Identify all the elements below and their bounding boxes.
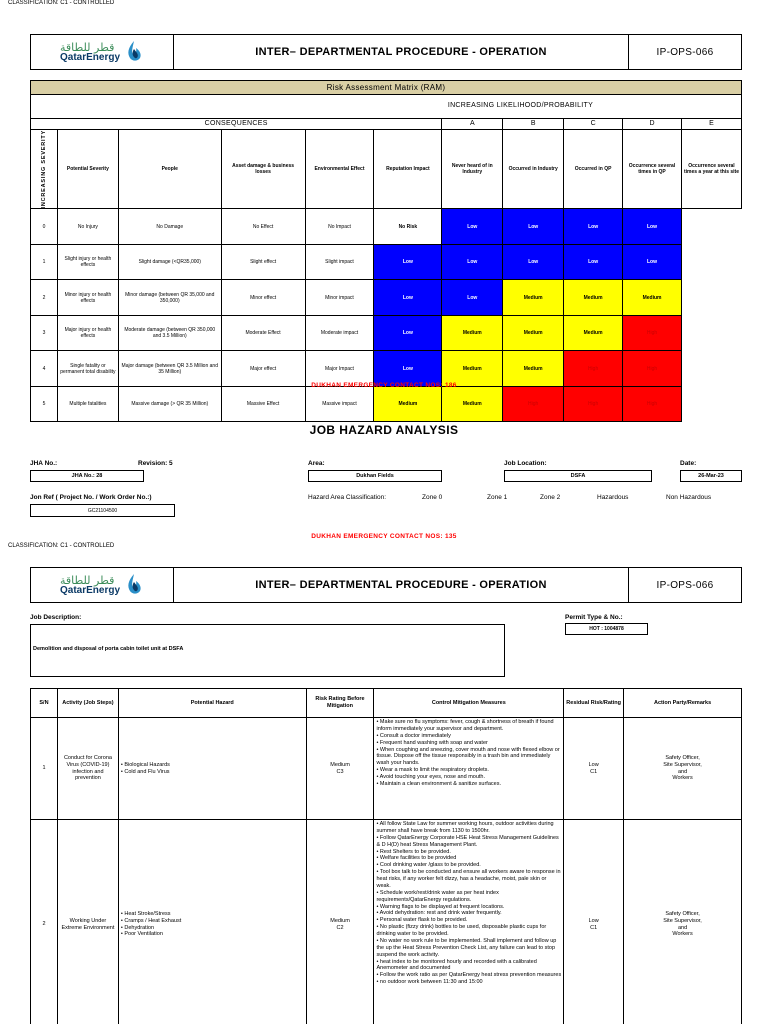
hazard-cell [118, 718, 306, 820]
jha-no-field: JHA No.: 28 [30, 470, 144, 482]
risk-level-cell: Medium [503, 280, 564, 316]
control-item: • Frequent hand washing with soap and water [376, 739, 488, 746]
asset-cell: No Damage [118, 209, 221, 245]
control-item: • Consult a doctor immediately [376, 732, 451, 739]
risk-code: C3 [336, 768, 344, 775]
hazard-analysis-table [30, 688, 742, 1024]
job-description-field [30, 624, 505, 677]
severity-cell: 1 [31, 245, 58, 280]
document-title: INTER– DEPARTMENTAL PROCEDURE - OPERATION [174, 35, 629, 69]
risk-rating: Medium [330, 917, 350, 924]
risk-rating: Medium [330, 761, 350, 768]
job-description-label: Job Description: [30, 614, 82, 621]
risk-level-cell: Low [564, 245, 623, 280]
reputation-cell: Minor impact [305, 280, 374, 316]
action-party-line: Safety Officer, [665, 754, 700, 761]
control-item: • heat index to be monitored hourly and recorded with a calibrated Anemometer and documented [376, 958, 537, 972]
permit-label: Permit Type & No.: [565, 614, 623, 621]
likelihood-letter: C [564, 119, 623, 130]
col-header-severity: Potential Severity [57, 130, 118, 209]
control-measures-cell [374, 820, 564, 1024]
hazardous-option: Hazardous [597, 494, 629, 501]
risk-before-cell [306, 718, 374, 820]
classification-label: CLASSIFICATION: C1 - CONTROLLED [8, 0, 115, 6]
col-header-reputation: Reputation Impact [374, 130, 442, 209]
area-field: Dukhan Fields [308, 470, 442, 482]
date-field: 26-Mar-23 [680, 470, 742, 482]
severity-cell: 5 [31, 387, 58, 422]
likelihood-letter: E [681, 119, 741, 130]
environment-cell: Minor effect [221, 280, 305, 316]
area-label: Area: [308, 460, 325, 467]
permit-field: HOT : 1004878 [565, 623, 648, 635]
likelihood-header: Occurred in Industry [503, 130, 564, 209]
risk-level-cell: High [623, 387, 682, 422]
control-item: • Schedule work/rest/drink water as per heat index requirements/QatarEnergy regulations. [376, 889, 499, 903]
hazard-item: • Cramps / Heat Exhaust [120, 917, 182, 924]
people-cell: Minor injury or health effects [57, 280, 118, 316]
header-sn: S/N [31, 689, 58, 718]
risk-level-cell: Low [564, 209, 623, 245]
table-row [31, 718, 742, 820]
risk-level-cell: Medium [623, 280, 682, 316]
control-item: • Avoid dehydration: rest and drink water frequently. [376, 910, 502, 917]
ram-title: Risk Assessment Matrix (RAM) [31, 81, 742, 95]
ram-row [31, 209, 742, 245]
likelihood-header: Occurrence several times in QP [623, 130, 682, 209]
risk-level-cell: Low [503, 245, 564, 280]
action-party-line: and [677, 768, 688, 775]
risk-level-cell: High [503, 387, 564, 422]
risk-level-cell: Medium [374, 387, 442, 422]
likelihood-letter: D [623, 119, 682, 130]
control-item: • Follow the work ratio as per QatarEnergy heat stress prevention measures [376, 972, 562, 979]
risk-level-cell: Medium [564, 280, 623, 316]
likelihood-header: Never heard of in Industry [442, 130, 503, 209]
document-number: IP-OPS-066 [656, 579, 714, 591]
risk-level-cell: Medium [564, 316, 623, 351]
hazard-item: • Cold and Flu Virus [120, 768, 170, 775]
residual-code: C1 [590, 768, 598, 775]
reputation-cell: Moderate impact [305, 316, 374, 351]
sn-cell: 2 [31, 820, 58, 1024]
risk-code: C2 [336, 924, 344, 931]
severity-cell: 0 [31, 209, 58, 245]
sn-cell: 1 [31, 718, 58, 820]
job-location-field: DSFA [504, 470, 652, 482]
action-party-cell [624, 820, 742, 1024]
action-party-line: Site Supervisor, [663, 761, 702, 768]
reputation-cell: Slight impact [305, 245, 374, 280]
risk-level-cell: Low [503, 209, 564, 245]
risk-level-cell: Medium [442, 351, 503, 387]
header-action-party: Action Party/Remarks [624, 689, 742, 718]
people-cell: Slight injury or health effects [57, 245, 118, 280]
risk-level-cell: Low [374, 280, 442, 316]
document-number: IP-OPS-066 [656, 46, 714, 58]
control-item: • Wear a mask to limit the respiratory droplets. [376, 767, 489, 774]
control-item: • Avoid touching your eyes, nose and mouth. [376, 774, 486, 780]
control-item: • Tool box talk to be conducted and ensure all workers aware to response in heat risks, if any worker felt dizzy, has a headache, moist, pale skin or weak. [376, 869, 561, 889]
company-logo [31, 568, 174, 602]
risk-level-cell: Low [374, 245, 442, 280]
risk-level-cell: Low [442, 245, 503, 280]
action-party-cell [624, 718, 742, 820]
likelihood-letter: A [442, 119, 503, 130]
environment-cell: No Effect [221, 209, 305, 245]
jha-no-label: JHA No.: [30, 460, 58, 467]
hazard-item: • Biological Hazards [120, 761, 170, 768]
asset-cell: Major damage (between QR 3.5 Million and 35 Million) [118, 351, 221, 387]
asset-cell: Slight damage (<QR35,000) [118, 245, 221, 280]
action-party-line: Workers [672, 931, 693, 938]
risk-level-cell: High [564, 351, 623, 387]
hazard-item: • Heat Stroke/Stress [120, 910, 171, 917]
severity-cell: 2 [31, 280, 58, 316]
flame-logo-icon [124, 573, 144, 597]
document-header [30, 34, 742, 70]
risk-assessment-matrix [30, 80, 742, 422]
ram-row [31, 316, 742, 351]
risk-level-cell: No Risk [374, 209, 442, 245]
action-party-line: Safety Officer, [665, 910, 700, 917]
action-party-line: Workers [672, 775, 693, 782]
control-item: • Cool drinking water /glass to be provided. [376, 862, 481, 869]
environment-cell: Major effect [221, 351, 305, 387]
residual-risk-cell [564, 820, 624, 1024]
document-header-page2 [30, 567, 742, 603]
hazard-class-label: Hazard Area Classification: [308, 494, 387, 501]
document-title: INTER– DEPARTMENTAL PROCEDURE - OPERATION [174, 568, 629, 602]
col-header-people: People [118, 130, 221, 209]
activity-cell: Conduct for Corona Virus (COVID-19) infection and prevention [57, 718, 118, 820]
col-header-asset: Asset damage & business losses [221, 130, 305, 209]
logo-arabic-text: قطر للطاقة [59, 40, 115, 54]
header-risk-before: Risk Rating Before Mitigation [306, 689, 374, 718]
risk-level-cell: Medium [503, 316, 564, 351]
control-item: • When coughing and sneezing, cover mouth and nose with flexed elbow or tissue. Dispose off the tissue responsibly in a trash bin and immediately wash your hands. [376, 746, 560, 767]
risk-level-cell: Low [442, 280, 503, 316]
asset-cell: Minor damage (between QR 35,000 and 350,000) [118, 280, 221, 316]
control-item: • Make sure no flu symptoms: fever, cough & shortness of breath if found inform immediately your supervisor and department. [376, 719, 554, 732]
people-cell: Major injury or health effects [57, 316, 118, 351]
control-item: • Follow QatarEnergy Corporate HSE Heat Stress Management Guidelines & D H(D) heat Stress Management Plant. [376, 834, 559, 848]
hazard-cell [118, 820, 306, 1024]
ram-row [31, 387, 742, 422]
environment-cell: Massive Effect [221, 387, 305, 422]
residual-rating: Low [588, 917, 599, 924]
col-header-environment: Environmental Effect [305, 130, 374, 209]
jha-title: JOB HAZARD ANALYSIS [309, 423, 459, 437]
risk-level-cell: Medium [442, 387, 503, 422]
company-logo [31, 35, 174, 69]
likelihood-letter: B [503, 119, 564, 130]
risk-level-cell: Low [623, 209, 682, 245]
residual-rating: Low [588, 761, 599, 768]
control-item: • Rest Shelters to be provided. [376, 848, 451, 855]
table-row [31, 820, 742, 1024]
reputation-cell: Major Impact [305, 351, 374, 387]
zone1-option: Zone 1 [487, 494, 508, 501]
risk-level-cell: Low [374, 316, 442, 351]
risk-before-cell [306, 820, 374, 1024]
header-potential-hazard: Potential Hazard [118, 689, 306, 718]
risk-level-cell: High [564, 387, 623, 422]
severity-axis-label: INCREASING SEVERITY [31, 130, 58, 209]
risk-level-cell: Medium [442, 316, 503, 351]
hazard-item: • Dehydration [120, 924, 155, 931]
asset-cell: Massive damage (> QR 35 Million) [118, 387, 221, 422]
people-cell: Single fatality or permanent total disability [57, 351, 118, 387]
people-cell: Multiple fatalities [57, 387, 118, 422]
header-residual-risk: Residual Risk/Rating [564, 689, 624, 718]
environment-cell: Moderate Effect [221, 316, 305, 351]
control-item: • Warning flags to be displayed at frequent locations. [376, 903, 505, 910]
reputation-cell: No Impact [305, 209, 374, 245]
likelihood-header: Occurred in QP [564, 130, 623, 209]
residual-risk-cell [564, 718, 624, 820]
control-measures-cell [374, 718, 564, 820]
risk-level-cell: Low [623, 245, 682, 280]
header-control-measures: Control Mitigation Measures [374, 689, 564, 718]
non-hazardous-option: Non Hazardous [666, 494, 712, 501]
residual-code: C1 [590, 924, 598, 931]
control-item: • Personal water flask to be provided. [376, 917, 468, 924]
job-description-text: Demolition and disposal of porta cabin toilet unit at DSFA [33, 646, 184, 652]
logo-english-text: QatarEnergy [59, 51, 121, 63]
job-ref-label: Jon Ref ( Project No. / Work Order No.:) [30, 494, 152, 501]
consequences-title: CONSEQUENCES [31, 119, 442, 130]
action-party-line: Site Supervisor, [663, 917, 702, 924]
job-location-label: Job Location: [504, 460, 547, 467]
asset-cell: Moderate damage (between QR 350,000 and 3.5 Million) [118, 316, 221, 351]
flame-logo-icon [124, 40, 144, 64]
action-party-line: and [677, 924, 688, 931]
header-activity: Activity (Job Steps) [57, 689, 118, 718]
people-cell: No Injury [57, 209, 118, 245]
date-label: Date: [680, 460, 697, 467]
ram-row [31, 280, 742, 316]
logo-english-text: QatarEnergy [59, 584, 121, 596]
severity-cell: 4 [31, 351, 58, 387]
severity-cell: 3 [31, 316, 58, 351]
risk-level-cell: High [623, 351, 682, 387]
classification-label-page2: CLASSIFICATION: C1 - CONTROLLED [8, 543, 115, 549]
environment-cell: Slight effect [221, 245, 305, 280]
logo-arabic-text: قطر للطاقة [59, 573, 115, 587]
control-item: • All follow State Law for summer working hours, outdoor activities during summer shall have break from 1130 to 1500hr. [376, 821, 554, 834]
risk-level-cell: Low [374, 351, 442, 387]
control-item: • No plastic (fizzy drink) bottles to be used, disposable plastic cups for drinking water to be provided. [376, 924, 547, 937]
job-ref-field: GC21104500 [30, 504, 175, 517]
reputation-cell: Massive impact [305, 387, 374, 422]
emergency-contact-1: DUKHAN EMERGENCY CONTACT NOS: 186 [311, 382, 457, 389]
likelihood-header: Occurrence several times a year at this site [681, 130, 741, 209]
control-item: • no outdoor work between 11:30 and 15:00 [376, 979, 483, 986]
hazard-item: • Poor Ventilation [120, 931, 163, 938]
likelihood-title: INCREASING LIKELIHOOD/PROBABILITY [442, 95, 742, 119]
risk-level-cell: Low [442, 209, 503, 245]
emergency-contact-2: DUKHAN EMERGENCY CONTACT NOS: 135 [311, 533, 457, 540]
risk-level-cell: High [623, 316, 682, 351]
control-item: • Maintain a clean environment & sanitize surfaces. [376, 780, 501, 787]
risk-level-cell: Medium [503, 351, 564, 387]
activity-cell: Working Under Extreme Environment [57, 820, 118, 1024]
ram-row [31, 245, 742, 280]
revision-label: Revision: 5 [138, 460, 173, 467]
zone0-option: Zone 0 [422, 494, 443, 501]
zone2-option: Zone 2 [540, 494, 561, 501]
control-item: • Welfare facilities to be provided [376, 855, 457, 862]
control-item: • No water no work rule to be implemented. Shall implement and follow up the up the Heat Stress Prevention Check List, any failure can lead to stop suspend the work activity. [376, 937, 557, 958]
